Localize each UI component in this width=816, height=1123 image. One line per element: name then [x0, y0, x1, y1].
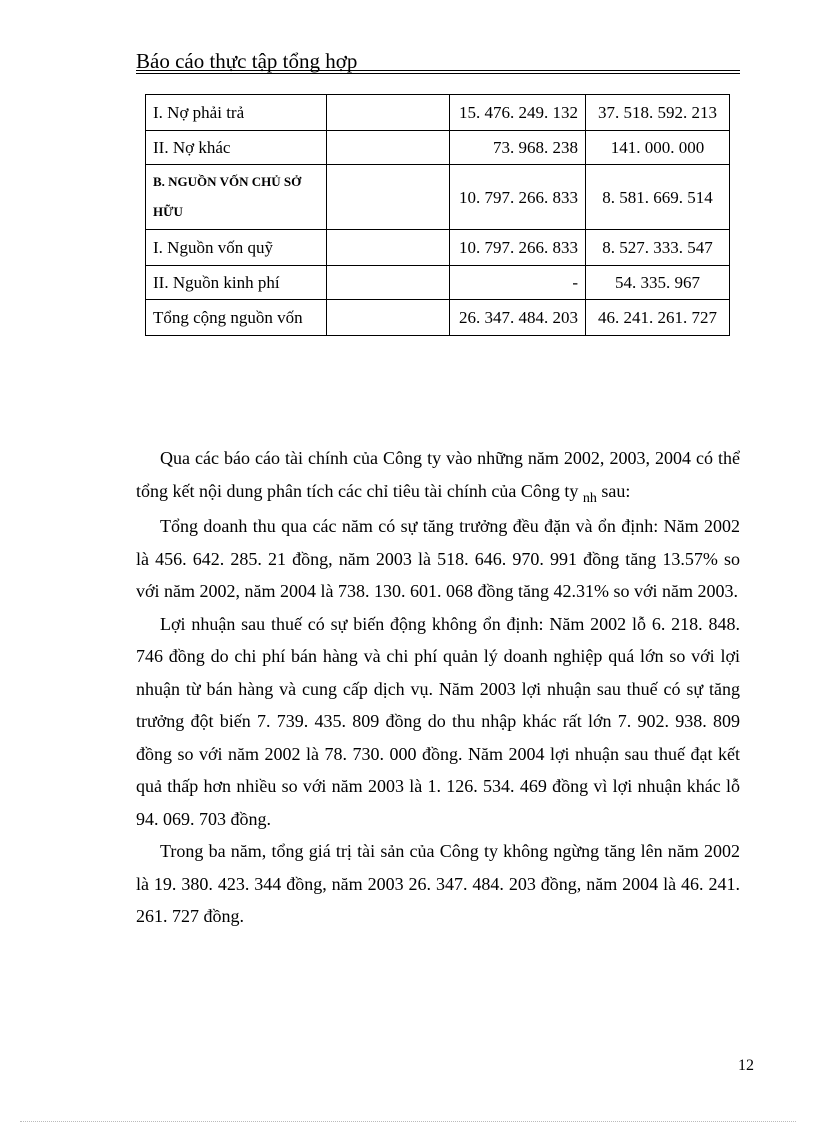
table-row	[146, 266, 730, 300]
row-value-2003: 15. 476. 249. 132	[450, 95, 586, 131]
paragraph-revenue: Tổng doanh thu qua các năm có sự tăng trưởng đều đặn và ổn định: Năm 2002 là 456. 642. 285. 21 đồng, năm 2003 là 518. 646. 970. 991 đồng tăng 13.57% so với năm 2002, năm 2004 là 738. 130. 601. 068 đồng tăng 42.31% so với năm 2003.	[136, 516, 740, 601]
row-value-2003: -	[450, 266, 586, 300]
paragraph-text: sau:	[596, 480, 631, 501]
row-label: I. Nguồn vốn quỹ	[146, 230, 327, 266]
table-row	[146, 230, 730, 266]
row-note-cell	[327, 230, 450, 266]
row-value-2003: 73. 968. 238	[450, 131, 586, 165]
page-number: 12	[738, 1057, 754, 1074]
row-note-cell	[327, 165, 450, 230]
row-label: II. Nguồn kinh phí	[146, 266, 327, 300]
row-note-cell	[327, 131, 450, 165]
row-value-2004: 37. 518. 592. 213	[586, 95, 730, 131]
row-value-2004: 8. 581. 669. 514	[586, 165, 730, 230]
row-value-2004: 141. 000. 000	[586, 131, 730, 165]
paragraph-profit: Lợi nhuận sau thuế có sự biến động không ổn định: Năm 2002 lỗ 6. 218. 848. 746 đồng do chi phí bán hàng và chi phí quản lý doanh nghiệp quá lớn so với lợi nhuận từ bán hàng và cung cấp dịch vụ. Năm 2003 lợi nhuận sau thuế có sự tăng trưởng đột biến 7. 739. 435. 809 đồng do thu nhập khác rất lớn 7. 902. 938. 809 đồng so với năm 2002 là 78. 730. 000 đồng. Năm 2004 lợi nhuận sau thuế đạt kết quả thấp hơn nhiều so với năm 2003 là 1. 126. 534. 469 đồng vì lợi nhuận khác lỗ 94. 069. 703 đồng.	[136, 613, 740, 829]
paragraph-summary-intro	[136, 442, 740, 510]
table-row	[146, 131, 730, 165]
row-label: II. Nợ khác	[146, 131, 327, 165]
footer-rule	[20, 1121, 796, 1122]
row-note-cell	[327, 95, 450, 131]
subscript-fragment: nh	[582, 490, 597, 506]
paragraph-assets: Trong ba năm, tổng giá trị tài sản của Công ty không ngừng tăng lên năm 2002 là 19. 380. 423. 344 đồng, năm 2003 26. 347. 484. 203 đồng, năm 2004 là 46. 241. 261. 727 đồng.	[136, 841, 740, 926]
balance-sheet-table	[145, 94, 730, 336]
row-note-cell	[327, 266, 450, 300]
document-header-title: Báo cáo thực tập tổng hợp	[136, 49, 358, 73]
table-row	[146, 95, 730, 131]
header-rule-double	[136, 73, 740, 74]
row-value-2003: 26. 347. 484. 203	[450, 300, 586, 336]
table-row	[146, 165, 730, 230]
row-label: B. NGUỒN VỐN CHỦ SỞ HỮU	[146, 165, 327, 230]
table-row	[146, 300, 730, 336]
row-value-2003: 10. 797. 266. 833	[450, 230, 586, 266]
analysis-body	[136, 442, 740, 933]
row-value-2003: 10. 797. 266. 833	[450, 165, 586, 230]
row-note-cell	[327, 300, 450, 336]
paragraph-text: Qua các báo cáo tài chính của Công ty vào những năm 2002, 2003, 2004 có thể tổng kết nội dung phân tích các chỉ tiêu tài chính của Công ty	[136, 448, 740, 501]
row-label: Tổng cộng nguồn vốn	[146, 300, 327, 336]
row-value-2004: 54. 335. 967	[586, 266, 730, 300]
row-label: I. Nợ phải trả	[146, 95, 327, 131]
header-rule	[136, 70, 740, 71]
row-value-2004: 8. 527. 333. 547	[586, 230, 730, 266]
row-value-2004: 46. 241. 261. 727	[586, 300, 730, 336]
